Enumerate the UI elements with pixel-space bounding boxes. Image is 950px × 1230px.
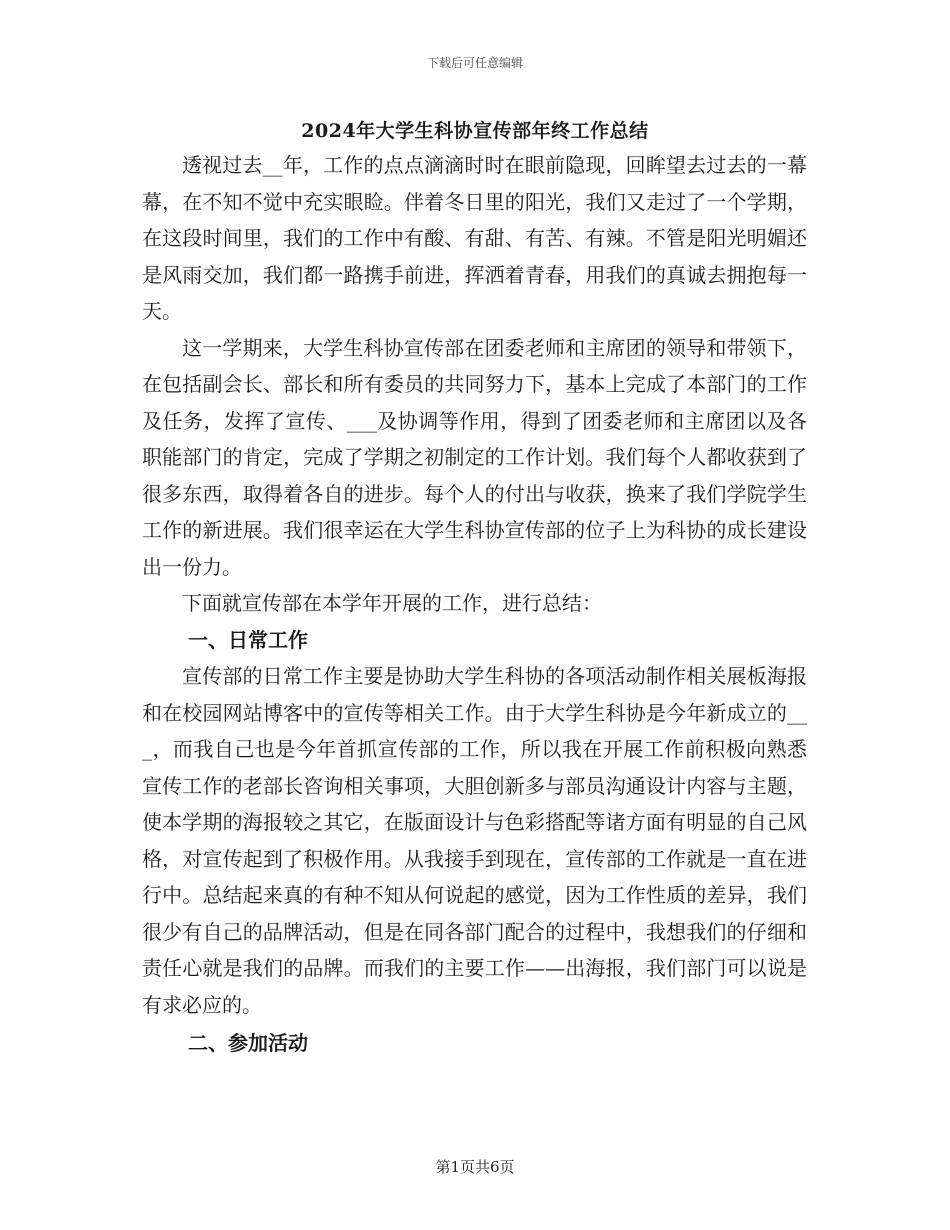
paragraph-intro: 透视过去__年，工作的点点滴滴时时在眼前隐现，回眸望去过去的一幕幕，在不知不觉中充实眼睑。伴着冬日里的阳光，我们又走过了一个学期，在这段时间里，我们的工作中有酸、有甜、有苦、有辣。不管是阳光明媚还是风雨交加，我们都一路携手前进，挥洒着青春，用我们的真诚去拥抱每一天。: [142, 153, 807, 323]
header-note: 下载后可任意编辑: [426, 56, 523, 70]
document-body: [142, 147, 807, 1062]
page-footer: 第1页共6页: [435, 1158, 515, 1176]
section-heading-activities: 二、参加活动: [188, 1031, 308, 1055]
paragraph-daily-work: 宣传部的日常工作主要是协助大学生科协的各项活动制作相关展板海报和在校园网站博客中的宣传等相关工作。由于大学生科协是今年新成立的___，而我自己也是今年首抓宣传部的工作，所以我在开展工作前积极向熟悉宣传工作的老部长咨询相关事项，大胆创新多与部员沟通设计内容与主题，使本学期的海报较之其它，在版面设计与色彩搭配等诸方面有明显的自己风格，对宣传起到了积极作用。从我接手到现在，宣传部的工作就是一直在进行中。总结起来真的有种不知从何说起的感觉，因为工作性质的差异，我们很少有自己的品牌活动，但是在同各部门配合的过程中，我想我们的仔细和责任心就是我们的品牌。而我们的主要工作——出海报，我们部门可以说是有求必应的。: [142, 664, 807, 1017]
section-heading-daily-work: 一、日常工作: [188, 627, 308, 652]
paragraph-summary-lead: 下面就宣传部在本学年开展的工作，进行总结：: [182, 591, 602, 615]
paragraph-overview: 这一学期来，大学生科协宣传部在团委老师和主席团的领导和带领下，在包括副会长、部长和所有委员的共同努力下，基本上完成了本部门的工作及任务，发挥了宣传、___及协调等作用，得到了团委老师和主席团以及各职能部门的肯定，完成了学期之初制定的工作计划。我们每个人都收获到了很多东西，取得着各自的进步。每个人的付出与收获，换来了我们学院学生工作的新进展。我们很幸运在大学生科协宣传部的位子上为科协的成长建设出一份力。: [142, 335, 807, 579]
document-title: 2024年大学生科协宣传部年终工作总结: [301, 120, 649, 142]
